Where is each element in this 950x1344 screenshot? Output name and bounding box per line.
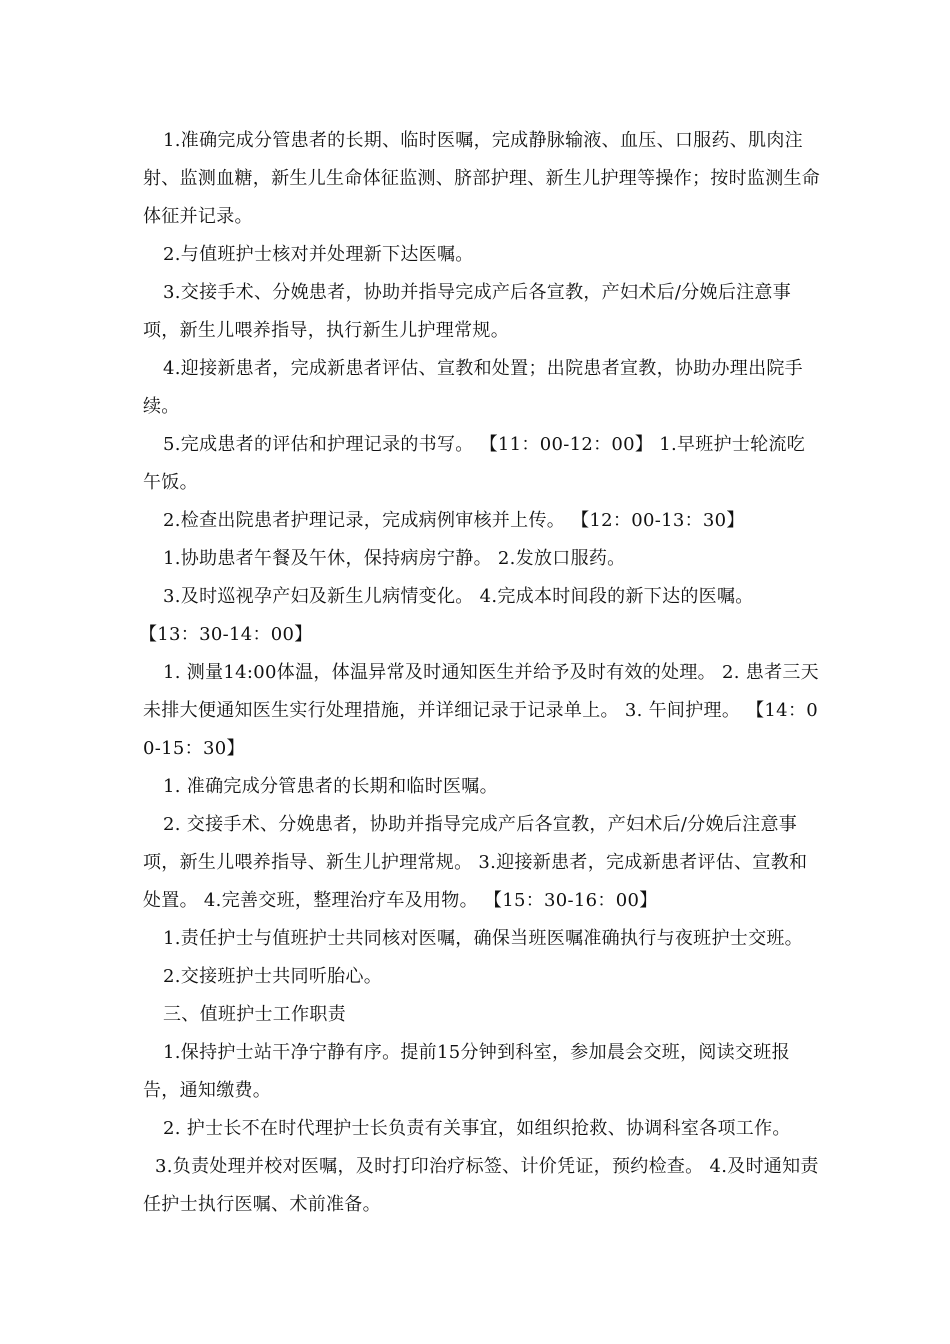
paragraph-5: 5.完成患者的评估和护理记录的书写。 【11：00-12：00】 1.早班护士轮流吃午饭。 xyxy=(143,434,806,493)
paragraph-13: 2.交接班护士共同听胎心。 xyxy=(163,966,383,987)
paragraph-3: 3.交接手术、分娩患者，协助并指导完成产后各宣教，产妇术后/分娩后注意事项，新生儿喂养指导，执行新生儿护理常规。 xyxy=(143,282,792,341)
paragraph-7: 1.协助患者午餐及午休，保持病房宁静。 2.发放口服药。 xyxy=(163,548,626,569)
document-body xyxy=(139,122,823,1224)
paragraph-16: 3.负责处理并校对医嘱，及时打印治疗标签、计价凭证，预约检查。 4.及时通知责任护士执行医嘱、术前准备。 xyxy=(143,1156,819,1215)
paragraph-2: 2.与值班护士核对并处理新下达医嘱。 xyxy=(163,244,474,265)
paragraph-9: 1. 测量14:00体温，体温异常及时通知医生并给予及时有效的处理。 2. 患者三天未排大便通知医生实行处理措施，并详细记录于记录单上。 3. 午间护理。 【14：00-15：30】 xyxy=(143,662,819,759)
paragraph-6: 2.检查出院患者护理记录，完成病例审核并上传。 【12：00-13：30】 xyxy=(163,510,745,531)
paragraph-11: 2. 交接手术、分娩患者，协助并指导完成产后各宣教，产妇术后/分娩后注意事项，新生儿喂养指导、新生儿护理常规。 3.迎接新患者，完成新患者评估、宣教和处置。 4.完善交班，整理治疗车及用物。 【15：30-16：00】 xyxy=(143,814,808,911)
section-heading-duty-nurse: 三、值班护士工作职责 xyxy=(163,1004,346,1025)
paragraph-15: 2. 护士长不在时代理护士长负责有关事宜，如组织抢救、协调科室各项工作。 xyxy=(163,1118,791,1139)
paragraph-4: 4.迎接新患者，完成新患者评估、宣教和处置；出院患者宣教，协助办理出院手续。 xyxy=(143,358,803,417)
time-slot-heading: 【13：30-14：00】 xyxy=(139,624,313,645)
paragraph-10: 1. 准确完成分管患者的长期和临时医嘱。 xyxy=(163,776,498,797)
paragraph-14: 1.保持护士站干净宁静有序。提前15分钟到科室，参加晨会交班，阅读交班报告，通知缴费。 xyxy=(143,1042,790,1101)
paragraph-12: 1.责任护士与值班护士共同核对医嘱，确保当班医嘱准确执行与夜班护士交班。 xyxy=(163,928,803,949)
paragraph-1: 1.准确完成分管患者的长期、临时医嘱，完成静脉输液、血压、口服药、肌肉注射、监测血糖，新生儿生命体征监测、脐部护理、新生儿护理等操作；按时监测生命体征并记录。 xyxy=(143,130,821,227)
paragraph-8: 3.及时巡视孕产妇及新生儿病情变化。 4.完成本时间段的新下达的医嘱。 xyxy=(163,586,754,607)
